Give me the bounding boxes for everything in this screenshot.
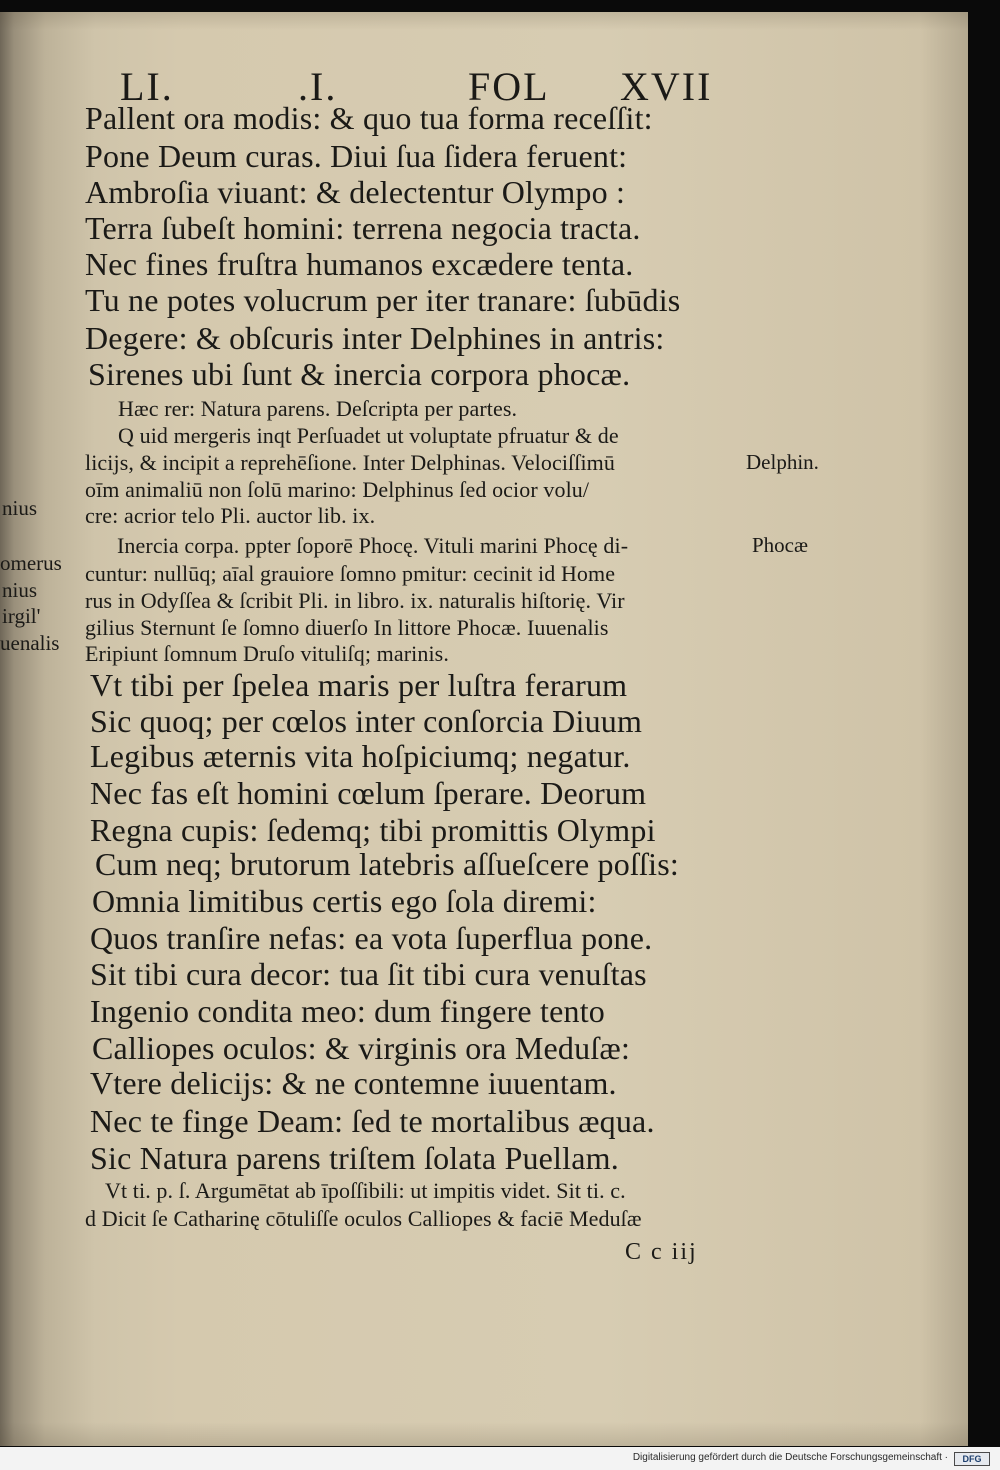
verse-line: Legibus æternis vita hoſpiciumq; negatur.	[90, 738, 631, 774]
margin-note-left: nius	[2, 578, 38, 602]
verse-line: Ingenio condita meo: dum fingere tento	[90, 993, 606, 1029]
verse-line: Sic Natura parens triſtem ſolata Puellam.	[90, 1140, 619, 1176]
verse-line: Nec fas eſt homini cœlum ſperare. Deorum	[90, 775, 647, 811]
verse-line: Nec fines fruſtra humanos excædere tenta.	[85, 246, 634, 282]
commentary-line: gilius Sternunt ſe ſomno diuerſo In littore Phocæ. Iuuenalis	[85, 615, 609, 640]
verse-line: Quos tranſire nefas: ea vota ſuperflua pone.	[90, 920, 653, 956]
running-head-fol: FOL	[468, 64, 550, 109]
commentary-line: Inercia corpa. ppter ſoporē Phocę. Vituli marini Phocę di-	[117, 533, 629, 558]
book-page	[0, 12, 968, 1446]
footer-funding-note: Digitalisierung gefördert durch die Deutsche Forschungsgemeinschaft ·	[632, 1452, 948, 1463]
verse-line: Pallent ora modis: & quo tua forma receſſit:	[85, 100, 653, 136]
commentary-line: rus in Odyſſea & ſcribit Pli. in libro. ix. naturalis hiſtorię. Vir	[85, 588, 625, 613]
commentary-line: cuntur: nullūq; aīal grauiore ſomno pmitur: cecinit id Home	[85, 561, 616, 586]
verse-line: Sic quoq; per cœlos inter conſorcia Diuum	[90, 703, 643, 739]
verse-line: Terra ſubeſt homini: terrena negocia tracta.	[85, 210, 641, 246]
verse-line: Vtere delicijs: & ne contemne iuuentam.	[90, 1065, 617, 1101]
verse-line: Ambroſia viuant: & delectentur Olympo :	[85, 174, 626, 210]
verse-line: Regna cupis: ſedemq; tibi promittis Olympi	[90, 812, 656, 848]
commentary-line: Hæc rer: Natura parens. Deſcripta per partes.	[118, 396, 518, 421]
commentary-line: d Dicit ſe Catharinę cōtuliſſe oculos Calliopes & faciē Meduſæ	[85, 1206, 642, 1231]
running-head-book-number: .I.	[298, 64, 338, 109]
margin-note-right: Delphin.	[746, 450, 819, 474]
verse-line: Sit tibi cura decor: tua ſit tibi cura venuſtas	[90, 956, 647, 992]
signature-mark: C c iij	[625, 1239, 698, 1265]
margin-note-right: Phocæ	[752, 533, 809, 557]
verse-line: Cum neq; brutorum latebris aſſueſcere poſſis:	[95, 846, 679, 882]
commentary-line: licijs, & incipit a reprehēſione. Inter Delphinas. Velociſſimū	[85, 450, 615, 475]
commentary-line: Q uid mergeris inqt Perſuadet ut voluptate pfruatur & de	[118, 423, 619, 448]
commentary-line: oīm animaliū non ſolū marino: Delphinus ſed ocior volu/	[85, 477, 590, 502]
margin-note-left: nius	[2, 496, 38, 520]
verse-line: Omnia limitibus certis ego ſola diremi:	[92, 883, 597, 919]
verse-line: Sirenes ubi ſunt & inercia corpora phocæ.	[88, 356, 631, 392]
margin-note-left: omerus	[0, 551, 62, 575]
commentary-line: cre: acrior telo Pli. auctor lib. ix.	[85, 503, 376, 528]
verse-line: Nec te finge Deam: ſed te mortalibus æqua.	[90, 1103, 655, 1139]
running-head-book: LI.	[120, 64, 174, 109]
dfg-logo: DFG	[954, 1452, 990, 1466]
margin-note-left: uenalis	[0, 631, 60, 655]
verse-line: Degere: & obſcuris inter Delphines in antris:	[85, 320, 665, 356]
margin-note-left: irgil'	[2, 604, 41, 628]
digitisation-footer	[0, 1447, 1000, 1470]
commentary-line: Vt ti. p. ſ. Argumētat ab īpoſſibili: ut impitis videt. Sit ti. c.	[105, 1178, 626, 1203]
verse-line: Tu ne potes volucrum per iter tranare: ſubūdis	[85, 282, 681, 318]
verse-line: Pone Deum curas. Diui ſua ſidera feruent:	[85, 138, 628, 174]
folio-number: XVII	[620, 64, 713, 109]
verse-line: Calliopes oculos: & virginis ora Meduſæ:	[92, 1030, 631, 1066]
verse-line: Vt tibi per ſpelea maris per luſtra ferarum	[90, 667, 628, 703]
commentary-line: Eripiunt ſomnum Druſo vituliſq; marinis.	[85, 641, 449, 666]
